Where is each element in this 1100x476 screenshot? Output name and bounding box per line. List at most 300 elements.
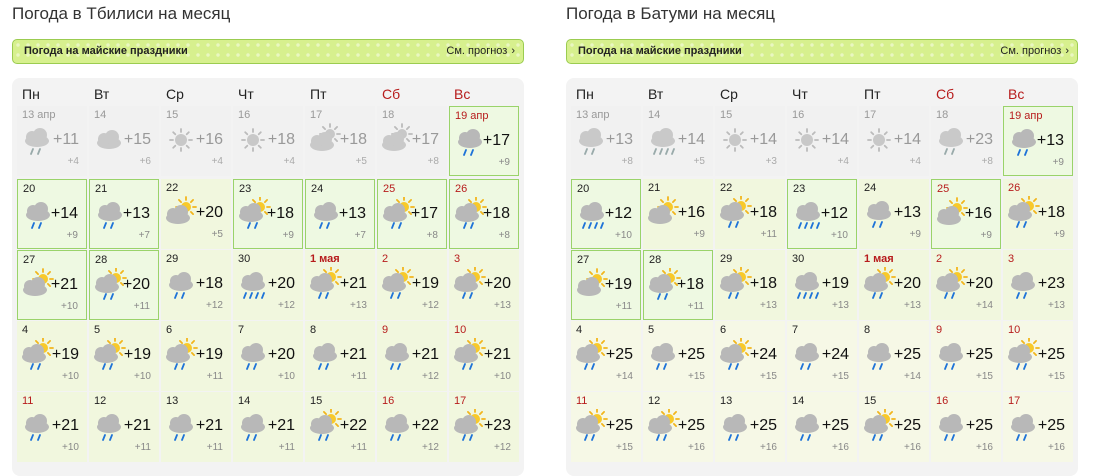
day-date: 8 bbox=[864, 324, 871, 336]
day-cell[interactable] bbox=[89, 250, 159, 320]
max-temp: +18 bbox=[749, 275, 777, 292]
sun-cloud-rain-icon bbox=[574, 338, 608, 372]
sun-cloud-rain-icon bbox=[574, 409, 608, 443]
day-cell[interactable] bbox=[931, 321, 1001, 391]
day-date: 20 bbox=[23, 183, 36, 195]
min-temp: +9 bbox=[66, 230, 78, 241]
day-date: 13 bbox=[720, 395, 733, 407]
see-forecast-link[interactable] bbox=[446, 45, 515, 57]
cloud-rain-icon bbox=[934, 338, 968, 372]
max-temp: +19 bbox=[821, 275, 849, 292]
day-cell[interactable] bbox=[377, 321, 447, 391]
day-date: 29 bbox=[166, 253, 179, 265]
day-date: 18 bbox=[936, 109, 949, 121]
max-temp: +17 bbox=[410, 205, 438, 222]
day-cell[interactable] bbox=[305, 392, 375, 462]
day-date: 11 bbox=[576, 395, 588, 407]
max-temp: +14 bbox=[821, 131, 849, 148]
sun-cloud-rain-icon bbox=[718, 196, 752, 230]
sun-cloud-rain-icon bbox=[452, 267, 486, 301]
min-temp: +16 bbox=[832, 442, 849, 453]
day-cell[interactable] bbox=[571, 392, 641, 462]
weekday-header: Вс bbox=[1008, 86, 1025, 102]
weekday-header: Пн bbox=[22, 86, 40, 102]
day-cell[interactable] bbox=[859, 106, 929, 176]
sun-cloud-rain-icon bbox=[380, 267, 414, 301]
max-temp: +25 bbox=[965, 417, 993, 434]
day-date: 23 bbox=[793, 183, 806, 195]
day-cell[interactable] bbox=[89, 179, 159, 249]
batumi-panel bbox=[560, 0, 1088, 476]
min-temp: +15 bbox=[1048, 371, 1065, 382]
weekday-header: Вт bbox=[94, 86, 110, 102]
max-temp: +25 bbox=[965, 346, 993, 363]
day-cell[interactable] bbox=[89, 106, 159, 176]
day-date: 16 bbox=[936, 395, 949, 407]
max-temp: +19 bbox=[195, 346, 223, 363]
weekday-header: Пт bbox=[310, 86, 327, 102]
day-cell[interactable] bbox=[571, 321, 641, 391]
sun-cloud-icon bbox=[308, 123, 342, 157]
day-date: 4 bbox=[576, 324, 583, 336]
max-temp: +21 bbox=[339, 275, 367, 292]
day-date: 1 мая bbox=[310, 253, 340, 265]
cloud-rain-icon bbox=[20, 409, 54, 443]
day-date: 13 апр bbox=[576, 109, 610, 121]
weekday-header: Вт bbox=[648, 86, 664, 102]
min-temp: +8 bbox=[427, 156, 439, 167]
day-date: 26 bbox=[1008, 182, 1021, 194]
day-cell[interactable] bbox=[787, 321, 857, 391]
day-date: 5 bbox=[94, 324, 101, 336]
min-temp: +10 bbox=[831, 230, 848, 241]
day-date: 24 bbox=[864, 182, 877, 194]
max-temp: +13 bbox=[122, 205, 150, 222]
day-cell[interactable] bbox=[449, 179, 519, 249]
day-cell[interactable] bbox=[931, 179, 1001, 249]
day-cell[interactable] bbox=[643, 179, 713, 249]
day-cell[interactable] bbox=[377, 106, 447, 176]
max-temp: +22 bbox=[339, 417, 367, 434]
max-temp: +20 bbox=[483, 275, 511, 292]
sun-icon bbox=[790, 123, 824, 157]
day-date: 29 bbox=[720, 253, 733, 265]
min-temp: +10 bbox=[615, 230, 632, 241]
max-temp: +20 bbox=[965, 275, 993, 292]
max-temp: +25 bbox=[605, 346, 633, 363]
max-temp: +25 bbox=[605, 417, 633, 434]
cloud-rain-icon bbox=[862, 196, 896, 230]
max-temp: +20 bbox=[267, 275, 295, 292]
max-temp: +21 bbox=[51, 417, 79, 434]
max-temp: +18 bbox=[1037, 204, 1065, 221]
sun-cloud-rain-icon bbox=[862, 267, 896, 301]
day-cell[interactable] bbox=[1003, 321, 1073, 391]
min-temp: +16 bbox=[760, 442, 777, 453]
max-temp: +19 bbox=[51, 346, 79, 363]
max-temp: +25 bbox=[677, 417, 705, 434]
max-temp: +16 bbox=[677, 204, 705, 221]
min-temp: +7 bbox=[138, 230, 150, 241]
max-temp: +21 bbox=[483, 346, 511, 363]
cloud-rain-icon bbox=[790, 338, 824, 372]
day-cell[interactable] bbox=[17, 392, 87, 462]
day-date: 17 bbox=[454, 395, 467, 407]
day-cell[interactable] bbox=[859, 179, 929, 249]
day-cell[interactable] bbox=[1003, 250, 1073, 320]
min-temp: +16 bbox=[904, 442, 921, 453]
day-cell[interactable] bbox=[305, 321, 375, 391]
day-cell[interactable] bbox=[17, 106, 87, 176]
min-temp: +5 bbox=[693, 156, 705, 167]
day-date: 28 bbox=[649, 254, 662, 266]
cloud-rain-icon bbox=[164, 267, 198, 301]
day-cell[interactable] bbox=[715, 250, 785, 320]
sun-icon bbox=[718, 123, 752, 157]
day-cell[interactable] bbox=[859, 250, 929, 320]
sun-cloud-rain-icon bbox=[164, 338, 198, 372]
day-cell[interactable] bbox=[305, 250, 375, 320]
weekday-header: Вс bbox=[454, 86, 471, 102]
min-temp: +4 bbox=[909, 156, 921, 167]
min-temp: +15 bbox=[832, 371, 849, 382]
min-temp: +9 bbox=[1052, 157, 1064, 168]
day-cell[interactable] bbox=[377, 179, 447, 249]
max-temp: +16 bbox=[964, 205, 992, 222]
day-date: 25 bbox=[937, 183, 950, 195]
day-date: 17 bbox=[310, 109, 323, 121]
day-date: 17 bbox=[1008, 395, 1021, 407]
day-date: 22 bbox=[166, 182, 179, 194]
min-temp: +11 bbox=[134, 442, 151, 453]
max-temp: +18 bbox=[339, 131, 367, 148]
cloud-rain-icon bbox=[308, 338, 342, 372]
max-temp: +25 bbox=[1037, 417, 1065, 434]
weekday-header: Сб bbox=[382, 86, 401, 102]
min-temp: +11 bbox=[133, 301, 150, 312]
min-temp: +9 bbox=[693, 229, 705, 240]
cloud-rain-icon bbox=[718, 409, 752, 443]
day-cell[interactable] bbox=[17, 179, 87, 249]
cloud-rain-icon bbox=[92, 409, 126, 443]
day-date: 16 bbox=[792, 109, 805, 121]
min-temp: +14 bbox=[904, 371, 921, 382]
max-temp: +24 bbox=[821, 346, 849, 363]
max-temp: +13 bbox=[338, 205, 366, 222]
min-temp: +12 bbox=[206, 300, 223, 311]
min-temp: +12 bbox=[494, 442, 511, 453]
cloud-heavy-rain-icon bbox=[790, 267, 824, 301]
min-temp: +11 bbox=[206, 371, 223, 382]
day-cell[interactable] bbox=[643, 250, 713, 320]
day-cell[interactable] bbox=[449, 250, 519, 320]
min-temp: +9 bbox=[909, 229, 921, 240]
day-date: 17 bbox=[864, 109, 877, 121]
min-temp: +16 bbox=[1048, 442, 1065, 453]
day-date: 19 апр bbox=[455, 110, 489, 122]
max-temp: +24 bbox=[749, 346, 777, 363]
day-cell[interactable] bbox=[1003, 106, 1073, 176]
day-cell[interactable] bbox=[931, 392, 1001, 462]
day-cell[interactable] bbox=[1003, 179, 1073, 249]
day-date: 10 bbox=[1008, 324, 1021, 336]
day-date: 30 bbox=[792, 253, 805, 265]
min-temp: +7 bbox=[354, 230, 366, 241]
day-cell[interactable] bbox=[17, 321, 87, 391]
day-date: 14 bbox=[238, 395, 251, 407]
max-temp: +14 bbox=[893, 131, 921, 148]
min-temp: +8 bbox=[981, 156, 993, 167]
max-temp: +20 bbox=[893, 275, 921, 292]
min-temp: +11 bbox=[687, 301, 704, 312]
min-temp: +13 bbox=[760, 300, 777, 311]
min-temp: +9 bbox=[498, 157, 510, 168]
day-date: 13 апр bbox=[22, 109, 56, 121]
day-cell[interactable] bbox=[715, 179, 785, 249]
cloud-rain-icon bbox=[236, 409, 270, 443]
day-date: 10 bbox=[454, 324, 467, 336]
day-cell[interactable] bbox=[233, 179, 303, 249]
min-temp: +10 bbox=[494, 371, 511, 382]
min-temp: +9 bbox=[980, 230, 992, 241]
max-temp: +18 bbox=[676, 276, 704, 293]
page-title: Погода в Тбилиси на месяц bbox=[12, 4, 231, 23]
day-cell[interactable] bbox=[571, 106, 641, 176]
day-date: 26 bbox=[455, 183, 468, 195]
day-date: 22 bbox=[720, 182, 733, 194]
min-temp: +13 bbox=[904, 300, 921, 311]
min-temp: +5 bbox=[211, 229, 223, 240]
min-temp: +15 bbox=[688, 371, 705, 382]
min-temp: +11 bbox=[206, 442, 223, 453]
cloud-icon bbox=[92, 123, 126, 157]
day-cell[interactable] bbox=[161, 392, 231, 462]
may-holidays-banner[interactable] bbox=[12, 39, 524, 64]
max-temp: +21 bbox=[411, 346, 439, 363]
day-cell[interactable] bbox=[305, 106, 375, 176]
max-temp: +23 bbox=[483, 417, 511, 434]
day-date: 15 bbox=[310, 395, 323, 407]
day-cell[interactable] bbox=[377, 250, 447, 320]
cloud-heavy-rain-icon bbox=[236, 267, 270, 301]
weekday-header: Чт bbox=[238, 86, 254, 102]
day-cell[interactable] bbox=[643, 321, 713, 391]
min-temp: +12 bbox=[422, 300, 439, 311]
day-date: 24 bbox=[311, 183, 324, 195]
max-temp: +17 bbox=[482, 132, 510, 149]
max-temp: +21 bbox=[267, 417, 295, 434]
min-temp: +16 bbox=[688, 442, 705, 453]
max-temp: +21 bbox=[123, 417, 151, 434]
min-temp: +16 bbox=[976, 442, 993, 453]
min-temp: +15 bbox=[616, 442, 633, 453]
cloud-rain-icon bbox=[1006, 267, 1040, 301]
cloud-rain-icon bbox=[862, 338, 896, 372]
min-temp: +10 bbox=[62, 371, 79, 382]
day-cell[interactable] bbox=[787, 106, 857, 176]
day-cell[interactable] bbox=[859, 321, 929, 391]
min-temp: +12 bbox=[422, 442, 439, 453]
chevron-right-icon: › bbox=[511, 45, 515, 57]
max-temp: +20 bbox=[195, 204, 223, 221]
max-temp: +12 bbox=[604, 205, 632, 222]
day-cell[interactable] bbox=[787, 392, 857, 462]
min-temp: +3 bbox=[765, 156, 777, 167]
max-temp: +21 bbox=[50, 276, 78, 293]
page-title: Погода в Батуми на месяц bbox=[566, 4, 776, 23]
min-temp: +10 bbox=[278, 371, 295, 382]
max-temp: +25 bbox=[821, 417, 849, 434]
day-cell[interactable] bbox=[1003, 392, 1073, 462]
sun-cloud-rain-icon bbox=[308, 409, 342, 443]
day-cell[interactable] bbox=[715, 392, 785, 462]
day-cell[interactable] bbox=[449, 106, 519, 176]
cloud-rain-icon bbox=[934, 123, 968, 157]
see-forecast-label: См. прогноз bbox=[446, 45, 508, 57]
day-cell[interactable] bbox=[571, 179, 641, 249]
day-date: 9 bbox=[936, 324, 943, 336]
day-cell[interactable] bbox=[787, 179, 857, 249]
day-cell[interactable] bbox=[161, 179, 231, 249]
day-cell[interactable] bbox=[859, 392, 929, 462]
day-date: 18 bbox=[382, 109, 395, 121]
day-date: 6 bbox=[166, 324, 173, 336]
sun-cloud-rain-icon bbox=[308, 267, 342, 301]
day-date: 16 bbox=[382, 395, 395, 407]
day-cell[interactable] bbox=[643, 392, 713, 462]
cloud-rain-icon bbox=[380, 409, 414, 443]
day-date: 25 bbox=[383, 183, 396, 195]
max-temp: +18 bbox=[267, 131, 295, 148]
day-date: 19 апр bbox=[1009, 110, 1043, 122]
weekday-header: Ср bbox=[166, 86, 184, 102]
day-cell[interactable] bbox=[233, 250, 303, 320]
day-date: 16 bbox=[238, 109, 251, 121]
see-forecast-link[interactable] bbox=[1000, 45, 1069, 57]
min-temp: +14 bbox=[616, 371, 633, 382]
sun-cloud-icon bbox=[164, 196, 198, 230]
day-date: 7 bbox=[792, 324, 799, 336]
min-temp: +9 bbox=[282, 230, 294, 241]
max-temp: +17 bbox=[411, 131, 439, 148]
day-date: 15 bbox=[166, 109, 179, 121]
max-temp: +25 bbox=[677, 346, 705, 363]
max-temp: +11 bbox=[53, 131, 79, 148]
min-temp: +12 bbox=[278, 300, 295, 311]
month-calendar bbox=[566, 78, 1078, 476]
sun-cloud-rain-icon bbox=[452, 338, 486, 372]
weekday-header: Сб bbox=[936, 86, 955, 102]
day-cell[interactable] bbox=[17, 250, 87, 320]
weekday-header: Ср bbox=[720, 86, 738, 102]
cloud-rain-icon bbox=[574, 123, 608, 157]
day-date: 30 bbox=[238, 253, 251, 265]
sun-icon bbox=[862, 123, 896, 157]
day-cell[interactable] bbox=[643, 106, 713, 176]
day-date: 21 bbox=[648, 182, 661, 194]
max-temp: +22 bbox=[411, 417, 439, 434]
day-cell[interactable] bbox=[931, 106, 1001, 176]
sun-cloud-rain-icon bbox=[646, 409, 680, 443]
min-temp: +4 bbox=[837, 156, 849, 167]
max-temp: +15 bbox=[123, 131, 151, 148]
max-temp: +13 bbox=[893, 204, 921, 221]
max-temp: +25 bbox=[893, 417, 921, 434]
max-temp: +16 bbox=[195, 131, 223, 148]
day-date: 21 bbox=[95, 183, 108, 195]
day-cell[interactable] bbox=[715, 106, 785, 176]
day-cell[interactable] bbox=[305, 179, 375, 249]
cloud-rain-icon bbox=[1006, 409, 1040, 443]
day-cell[interactable] bbox=[931, 250, 1001, 320]
min-temp: +13 bbox=[832, 300, 849, 311]
min-temp: +10 bbox=[134, 371, 151, 382]
weekday-header: Пн bbox=[576, 86, 594, 102]
day-cell[interactable] bbox=[233, 106, 303, 176]
min-temp: +12 bbox=[422, 371, 439, 382]
day-date: 2 bbox=[936, 253, 943, 265]
max-temp: +18 bbox=[482, 205, 510, 222]
day-date: 14 bbox=[94, 109, 107, 121]
day-date: 20 bbox=[577, 183, 590, 195]
tbilisi-panel bbox=[6, 0, 534, 476]
day-cell[interactable] bbox=[161, 321, 231, 391]
day-cell[interactable] bbox=[715, 321, 785, 391]
day-date: 14 bbox=[792, 395, 805, 407]
cloud-rain-icon bbox=[790, 409, 824, 443]
day-cell[interactable] bbox=[377, 392, 447, 462]
day-date: 15 bbox=[720, 109, 733, 121]
day-cell[interactable] bbox=[161, 250, 231, 320]
max-temp: +21 bbox=[195, 417, 223, 434]
may-holidays-banner[interactable] bbox=[566, 39, 1078, 64]
banner-title: Погода на майские праздники bbox=[24, 45, 188, 57]
cloud-storm-icon bbox=[646, 123, 680, 157]
day-cell[interactable] bbox=[233, 392, 303, 462]
sun-cloud-rain-icon bbox=[92, 338, 126, 372]
cloud-rain-icon bbox=[380, 338, 414, 372]
day-date: 28 bbox=[95, 254, 108, 266]
day-date: 9 bbox=[382, 324, 389, 336]
day-date: 27 bbox=[23, 254, 36, 266]
sun-cloud-rain-icon bbox=[20, 338, 54, 372]
day-date: 14 bbox=[648, 109, 661, 121]
day-date: 27 bbox=[577, 254, 590, 266]
cloud-rain-icon bbox=[646, 338, 680, 372]
day-cell[interactable] bbox=[233, 321, 303, 391]
sun-cloud-rain-icon bbox=[718, 338, 752, 372]
day-cell[interactable] bbox=[161, 106, 231, 176]
day-cell[interactable] bbox=[89, 392, 159, 462]
min-temp: +6 bbox=[139, 156, 151, 167]
sun-cloud-icon bbox=[646, 196, 680, 230]
day-cell[interactable] bbox=[89, 321, 159, 391]
min-temp: +4 bbox=[211, 156, 223, 167]
sun-icon bbox=[164, 123, 198, 157]
min-temp: +13 bbox=[494, 300, 511, 311]
day-date: 11 bbox=[22, 395, 34, 407]
min-temp: +11 bbox=[350, 371, 367, 382]
max-temp: +23 bbox=[965, 131, 993, 148]
min-temp: +9 bbox=[1053, 229, 1065, 240]
cloud-rain-icon bbox=[20, 123, 54, 157]
day-cell[interactable] bbox=[571, 250, 641, 320]
day-cell[interactable] bbox=[449, 392, 519, 462]
min-temp: +15 bbox=[760, 371, 777, 382]
max-temp: +13 bbox=[605, 131, 633, 148]
day-cell[interactable] bbox=[449, 321, 519, 391]
day-cell[interactable] bbox=[787, 250, 857, 320]
